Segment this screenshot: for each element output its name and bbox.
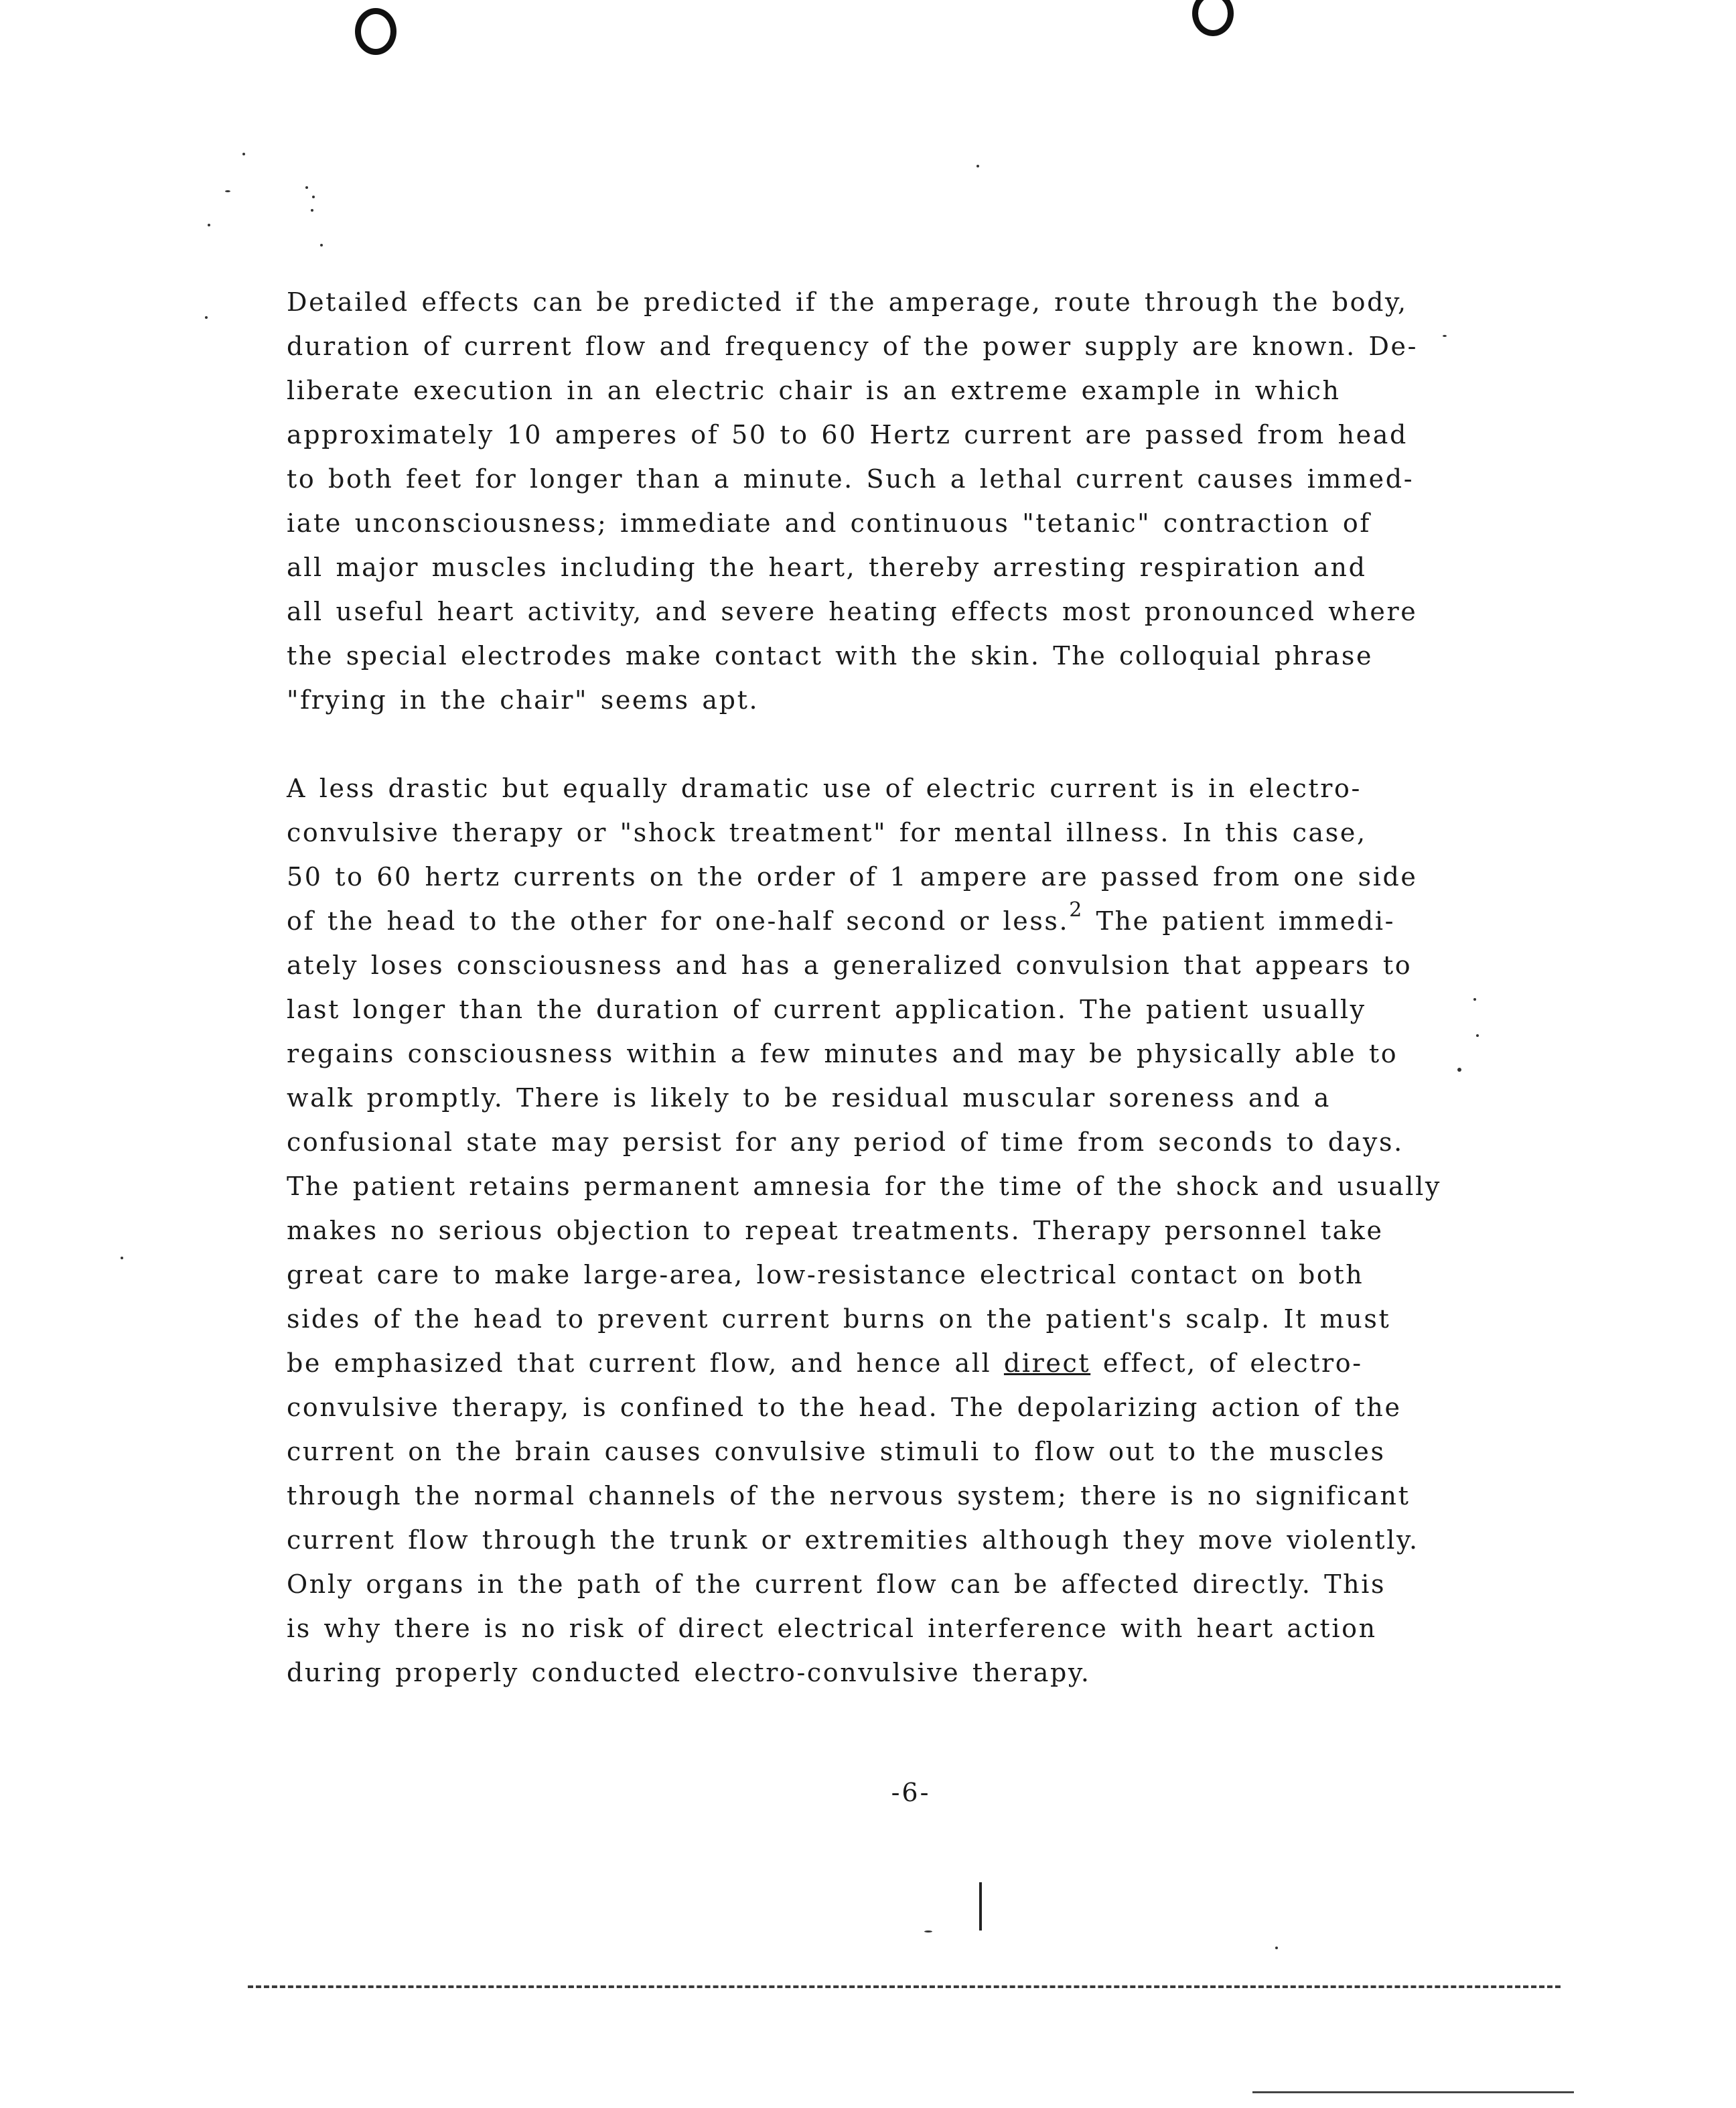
text-line: duration of current flow and frequency of the power supply are known. De-: [287, 332, 1419, 361]
text-line: confusional state may persist for any period of time from seconds to days.: [287, 1127, 1404, 1157]
text-line: [287, 1341, 1465, 1385]
scan-speck: [121, 1257, 123, 1259]
text-line: liberate execution in an electric chair is an extreme example in which: [287, 376, 1341, 405]
text-line: [287, 899, 1465, 943]
text-line: is why there is no risk of direct electrical interference with heart action: [287, 1614, 1377, 1643]
text-line: all major muscles including the heart, thereby arresting respiration and: [287, 553, 1367, 582]
text-line: approximately 10 amperes of 50 to 60 Hertz current are passed from head: [287, 420, 1408, 449]
punch-hole-left: [355, 8, 396, 55]
bottom-rule: [248, 1985, 1561, 1988]
text-line: convulsive therapy, is confined to the head. The depolarizing action of the: [287, 1393, 1402, 1422]
text-line: to both feet for longer than a minute. Such a lethal current causes immed-: [287, 464, 1415, 494]
scan-speck: [1476, 1034, 1479, 1037]
text-line: The patient retains permanent amnesia for the time of the shock and usually: [287, 1172, 1441, 1201]
underlined-word: direct: [1003, 1348, 1091, 1378]
scan-speck: [208, 224, 210, 226]
text-line: makes no serious objection to repeat treatments. Therapy personnel take: [287, 1216, 1384, 1245]
text-line: walk promptly. There is likely to be residual muscular soreness and a: [287, 1083, 1331, 1113]
text-line: ately loses consciousness and has a generalized convulsion that appears to: [287, 951, 1413, 980]
text-line-start: be emphasized that current flow, and hence all: [287, 1348, 992, 1378]
text-line: sides of the head to prevent current burns on the patient's scalp. It must: [287, 1304, 1391, 1334]
text-line: through the normal channels of the nervous system; there is no significant: [287, 1481, 1410, 1510]
scan-speck: [924, 1930, 932, 1933]
text-line: current on the brain causes convulsive stimuli to flow out to the muscles: [287, 1437, 1386, 1466]
text-line: great care to make large-area, low-resistance electrical contact on both: [287, 1260, 1364, 1289]
text-line: regains consciousness within a few minutes and may be physically able to: [287, 1039, 1398, 1068]
text-line: A less drastic but equally dramatic use of electric current is in electro-: [287, 774, 1362, 803]
text-line: Detailed effects can be predicted if the amperage, route through the body,: [287, 287, 1408, 317]
scan-mark: [979, 1882, 982, 1930]
scan-speck: [320, 244, 323, 247]
text-line: during properly conducted electro-convulsive therapy.: [287, 1658, 1091, 1687]
text-line: the special electrodes make contact with the skin. The colloquial phrase: [287, 641, 1374, 671]
text-line: last longer than the duration of current application. The patient usually: [287, 995, 1366, 1024]
body-text: [287, 280, 1465, 1695]
text-line: 50 to 60 hertz currents on the order of 1 ampere are passed from one side: [287, 862, 1418, 892]
scan-speck: [1473, 998, 1476, 1001]
scan-speck: [205, 316, 208, 319]
scan-speck: [305, 186, 308, 189]
scan-speck: [312, 196, 315, 198]
text-line: Only organs in the path of the current flow can be affected directly. This: [287, 1569, 1386, 1599]
scan-speck: [1275, 1947, 1278, 1949]
text-line: all useful heart activity, and severe heating effects most pronounced where: [287, 597, 1418, 626]
paragraph-electric-chair: [287, 280, 1465, 722]
footnote-marker: 2: [1069, 898, 1084, 922]
text-line-end: effect, of electro-: [1090, 1348, 1363, 1378]
scan-speck: [242, 153, 245, 155]
text-line-start: of the head to the other for one-half second or less.: [287, 906, 1070, 936]
bottom-rule-short: [1252, 2091, 1574, 2093]
text-line: convulsive therapy or "shock treatment" for mental illness. In this case,: [287, 818, 1367, 847]
text-line: "frying in the chair" seems apt.: [287, 685, 760, 715]
scan-speck: [976, 165, 979, 167]
page-number: -6-: [891, 1778, 931, 1807]
scan-speck: [225, 190, 230, 192]
scan-speck: [311, 209, 313, 212]
paragraph-shock-treatment: [287, 766, 1465, 1695]
punch-hole-right: [1192, 0, 1234, 36]
text-line: current flow through the trunk or extremities although they move violently.: [287, 1525, 1419, 1555]
text-line-end: The patient immedi-: [1083, 906, 1396, 936]
text-line: iate unconsciousness; immediate and continuous "tetanic" contraction of: [287, 508, 1372, 538]
